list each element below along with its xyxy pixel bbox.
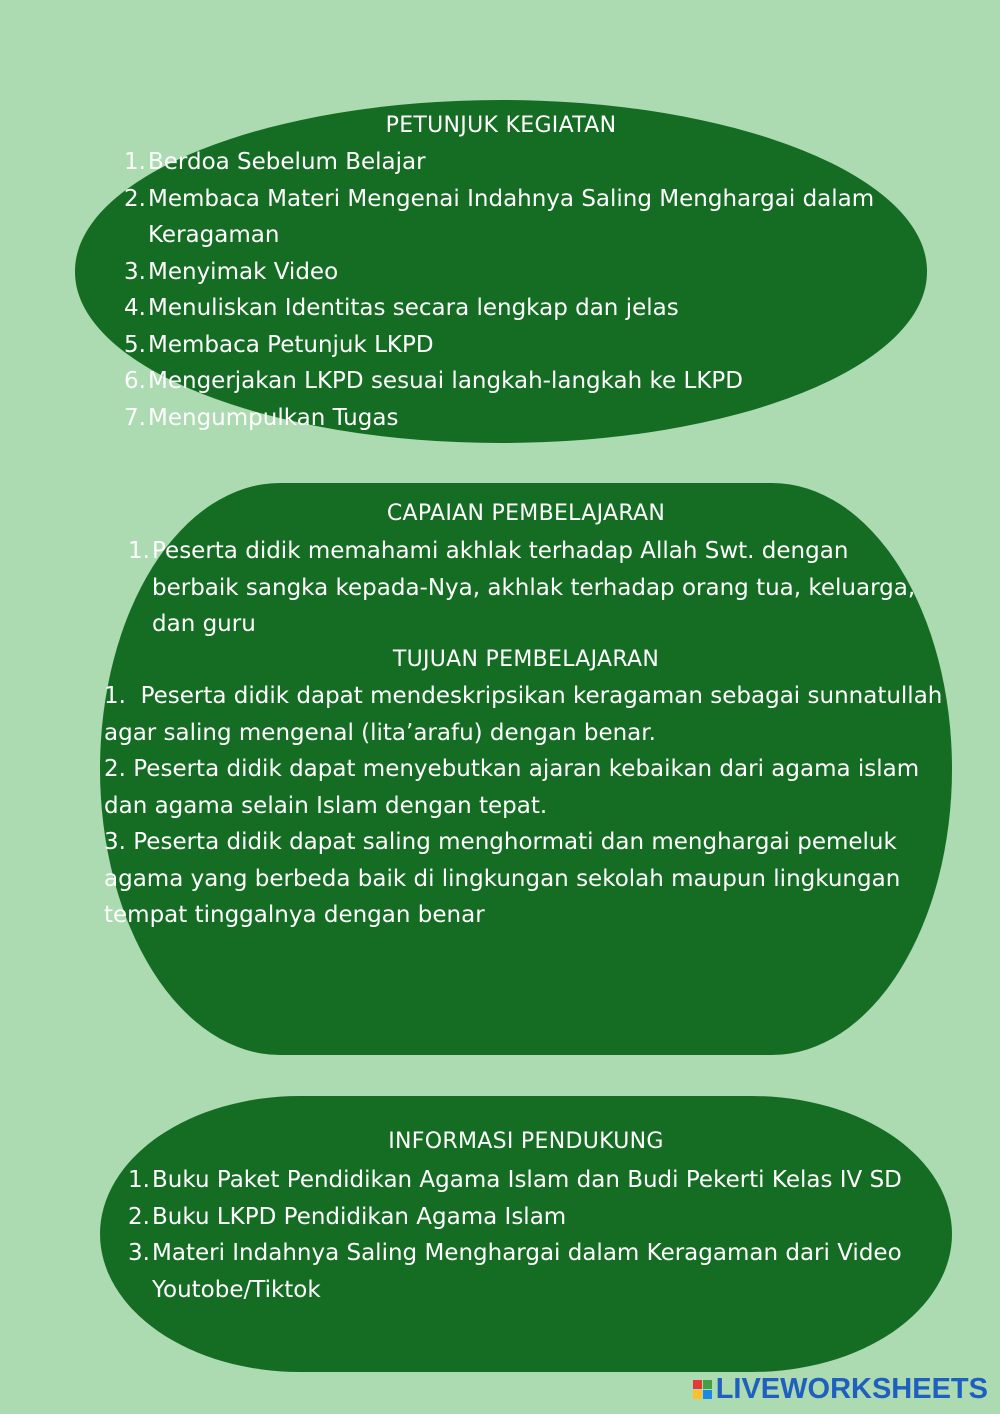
list-item: 4. Menuliskan Identitas secara lengkap dan jelas	[124, 295, 679, 321]
list-item: 2. Buku LKPD Pendidikan Agama Islam	[128, 1203, 567, 1230]
liveworksheets-logo-icon	[693, 1380, 712, 1399]
informasi-pendukung-panel	[100, 1096, 952, 1372]
list-item: 6. Mengerjakan LKPD sesuai langkah-langkah ke LKPD	[124, 368, 743, 394]
tujuan-item: 3. Peserta didik dapat saling menghormati dan menghargai pemeluk agama yang berbeda baik di lingkungan sekolah maupun lingkungan tempat tinggalnya dengan benar	[104, 829, 908, 928]
tujuan-item: 1. Peserta didik dapat mendeskripsikan keragaman sebagai sunnatullah agar saling mengenal (lita’arafu) dengan benar.	[104, 683, 950, 746]
capaian-tujuan-panel	[100, 483, 952, 1055]
petunjuk-kegiatan-title: PETUNJUK KEGIATAN	[385, 113, 617, 138]
capaian-pembelajaran-title: CAPAIAN PEMBELAJARAN	[386, 501, 666, 526]
list-item: 1. Berdoa Sebelum Belajar	[124, 149, 426, 175]
list-item: 3. Materi Indahnya Saling Menghargai dalam Keragaman dari Video Youtobe/Tiktok	[128, 1240, 902, 1303]
list-item: 1. Buku Paket Pendidikan Agama Islam dan Budi Pekerti Kelas IV SD	[128, 1167, 902, 1193]
list-item: 7. Mengumpulkan Tugas	[124, 404, 399, 431]
liveworksheets-logo[interactable]	[693, 1374, 988, 1404]
petunjuk-kegiatan-panel	[75, 100, 927, 443]
list-item: 1. Peserta didik memahami akhlak terhadap Allah Swt. dengan berbaik sangka kepada-Nya, akhlak terhadap orang tua, keluarga, dan guru	[128, 538, 916, 637]
tujuan-item: 2. Peserta didik dapat menyebutkan ajaran kebaikan dari agama islam dan agama selain Islam dengan tepat.	[104, 756, 927, 819]
liveworksheets-logo-text: LIVEWORKSHEETS	[715, 1372, 988, 1405]
list-item: 5. Membaca Petunjuk LKPD	[124, 331, 434, 358]
list-item: 3. Menyimak Video	[124, 258, 339, 285]
informasi-pendukung-title: INFORMASI PENDUKUNG	[388, 1129, 664, 1154]
list-item: 2. Membaca Materi Mengenai Indahnya Saling Menghargai dalam Keragaman	[124, 185, 875, 248]
tujuan-pembelajaran-title: TUJUAN PEMBELAJARAN	[392, 647, 660, 672]
capaian-pembelajaran-list	[102, 533, 922, 643]
petunjuk-kegiatan-list	[98, 144, 878, 436]
tujuan-pembelajaran-body	[104, 678, 949, 934]
informasi-pendukung-list	[102, 1162, 942, 1308]
